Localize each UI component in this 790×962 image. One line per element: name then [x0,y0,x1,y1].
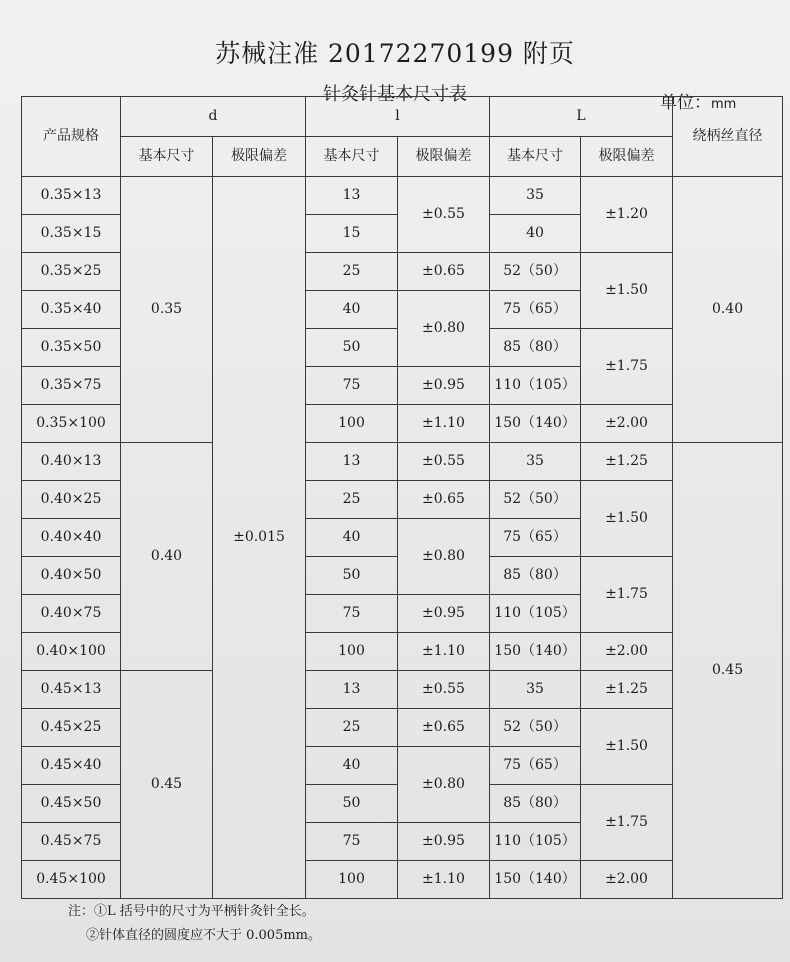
L-basic-cell: 75（65） [490,291,581,329]
l-basic-cell: 75 [306,823,398,861]
L-tolerance-cell: ±1.50 [581,481,673,557]
L-tolerance-cell: ±2.00 [581,861,673,899]
L-basic-cell: 35 [490,443,581,481]
L-basic-cell: 52（50） [490,709,581,747]
header-d-basic: 基本尺寸 [121,137,213,177]
product-spec-cell: 0.45×13 [22,671,121,709]
l-tolerance-cell: ±0.55 [398,443,490,481]
product-spec-cell: 0.40×40 [22,519,121,557]
l-basic-cell: 15 [306,215,398,253]
L-basic-cell: 85（80） [490,557,581,595]
L-basic-cell: 35 [490,671,581,709]
l-tolerance-cell: ±0.55 [398,671,490,709]
product-spec-cell: 0.40×50 [22,557,121,595]
product-spec-cell: 0.35×15 [22,215,121,253]
L-basic-cell: 85（80） [490,329,581,367]
handle-wire-cell: 0.45 [673,443,783,899]
L-tolerance-cell: ±1.75 [581,557,673,633]
l-basic-cell: 100 [306,633,398,671]
l-basic-cell: 25 [306,253,398,291]
L-basic-cell: 110（105） [490,367,581,405]
l-tolerance-cell: ±0.95 [398,595,490,633]
l-tolerance-cell: ±0.65 [398,709,490,747]
l-basic-cell: 100 [306,861,398,899]
l-tolerance-cell: ±1.10 [398,405,490,443]
L-tolerance-cell: ±1.75 [581,329,673,405]
l-tolerance-cell: ±0.95 [398,367,490,405]
l-tolerance-cell: ±0.95 [398,823,490,861]
l-basic-cell: 50 [306,557,398,595]
L-basic-cell: 110（105） [490,823,581,861]
l-tolerance-cell: ±1.10 [398,633,490,671]
header-l-basic: 基本尺寸 [306,137,398,177]
L-basic-cell: 52（50） [490,253,581,291]
l-basic-cell: 25 [306,709,398,747]
l-tolerance-cell: ±0.55 [398,177,490,253]
handle-wire-cell: 0.40 [673,177,783,443]
l-tolerance-cell: ±0.80 [398,519,490,595]
L-tolerance-cell: ±1.20 [581,177,673,253]
dimension-table [21,96,783,899]
L-basic-cell: 85（80） [490,785,581,823]
header-d-tolerance: 极限偏差 [213,137,306,177]
l-basic-cell: 75 [306,595,398,633]
l-basic-cell: 13 [306,177,398,215]
L-basic-cell: 150（140） [490,405,581,443]
product-spec-cell: 0.40×13 [22,443,121,481]
product-spec-cell: 0.40×25 [22,481,121,519]
l-basic-cell: 40 [306,291,398,329]
d-basic-cell: 0.40 [121,443,213,671]
product-spec-cell: 0.35×13 [22,177,121,215]
L-tolerance-cell: ±1.25 [581,443,673,481]
l-basic-cell: 40 [306,747,398,785]
L-tolerance-cell: ±1.50 [581,253,673,329]
L-basic-cell: 52（50） [490,481,581,519]
l-tolerance-cell: ±0.65 [398,481,490,519]
header-l: l [306,97,490,137]
l-basic-cell: 25 [306,481,398,519]
product-spec-cell: 0.35×25 [22,253,121,291]
header-l-tolerance: 极限偏差 [398,137,490,177]
footnotes [68,900,321,948]
footnote-1: 注：①L 括号中的尺寸为平柄针灸针全长。 [68,904,315,919]
header-L: L [490,97,673,137]
L-basic-cell: 110（105） [490,595,581,633]
header-L-tolerance: 极限偏差 [581,137,673,177]
product-spec-cell: 0.45×25 [22,709,121,747]
d-tolerance-cell: ±0.015 [213,177,306,899]
table-row [22,443,783,481]
l-basic-cell: 13 [306,443,398,481]
header-row [22,97,783,137]
l-basic-cell: 40 [306,519,398,557]
L-tolerance-cell: ±2.00 [581,405,673,443]
l-basic-cell: 75 [306,367,398,405]
L-tolerance-cell: ±1.50 [581,709,673,785]
subheader-row [22,137,783,177]
l-basic-cell: 50 [306,329,398,367]
l-basic-cell: 50 [306,785,398,823]
d-basic-cell: 0.35 [121,177,213,443]
product-spec-cell: 0.45×100 [22,861,121,899]
product-spec-cell: 0.45×50 [22,785,121,823]
table-row [22,671,783,709]
header-L-basic: 基本尺寸 [490,137,581,177]
header-d: d [121,97,306,137]
l-basic-cell: 13 [306,671,398,709]
product-spec-cell: 0.35×40 [22,291,121,329]
l-tolerance-cell: ±0.80 [398,747,490,823]
product-spec-cell: 0.35×100 [22,405,121,443]
product-spec-cell: 0.45×40 [22,747,121,785]
l-tolerance-cell: ±0.65 [398,253,490,291]
table-title: 针灸针基本尺寸表 [323,84,467,105]
header-handle-wire: 绕柄丝直径 [673,97,783,177]
L-basic-cell: 75（65） [490,747,581,785]
table-row [22,177,783,215]
product-spec-cell: 0.40×75 [22,595,121,633]
L-basic-cell: 150（140） [490,633,581,671]
l-tolerance-cell: ±0.80 [398,291,490,367]
L-basic-cell: 40 [490,215,581,253]
L-basic-cell: 35 [490,177,581,215]
L-basic-cell: 150（140） [490,861,581,899]
L-tolerance-cell: ±1.75 [581,785,673,861]
l-basic-cell: 100 [306,405,398,443]
header-product-spec: 产品规格 [22,97,121,177]
unit-caption: 单位： [660,93,711,113]
product-spec-cell: 0.35×75 [22,367,121,405]
page-title: 苏械注准 20172270199 附页 [215,39,575,68]
l-tolerance-cell: ±1.10 [398,861,490,899]
L-tolerance-cell: ±2.00 [581,633,673,671]
product-spec-cell: 0.45×75 [22,823,121,861]
L-basic-cell: 75（65） [490,519,581,557]
footnote-2: ②针体直径的圆度应不大于 0.005mm。 [86,928,322,943]
product-spec-cell: 0.35×50 [22,329,121,367]
unit-value: mm [711,97,737,112]
d-basic-cell: 0.45 [121,671,213,899]
product-spec-cell: 0.40×100 [22,633,121,671]
L-tolerance-cell: ±1.25 [581,671,673,709]
